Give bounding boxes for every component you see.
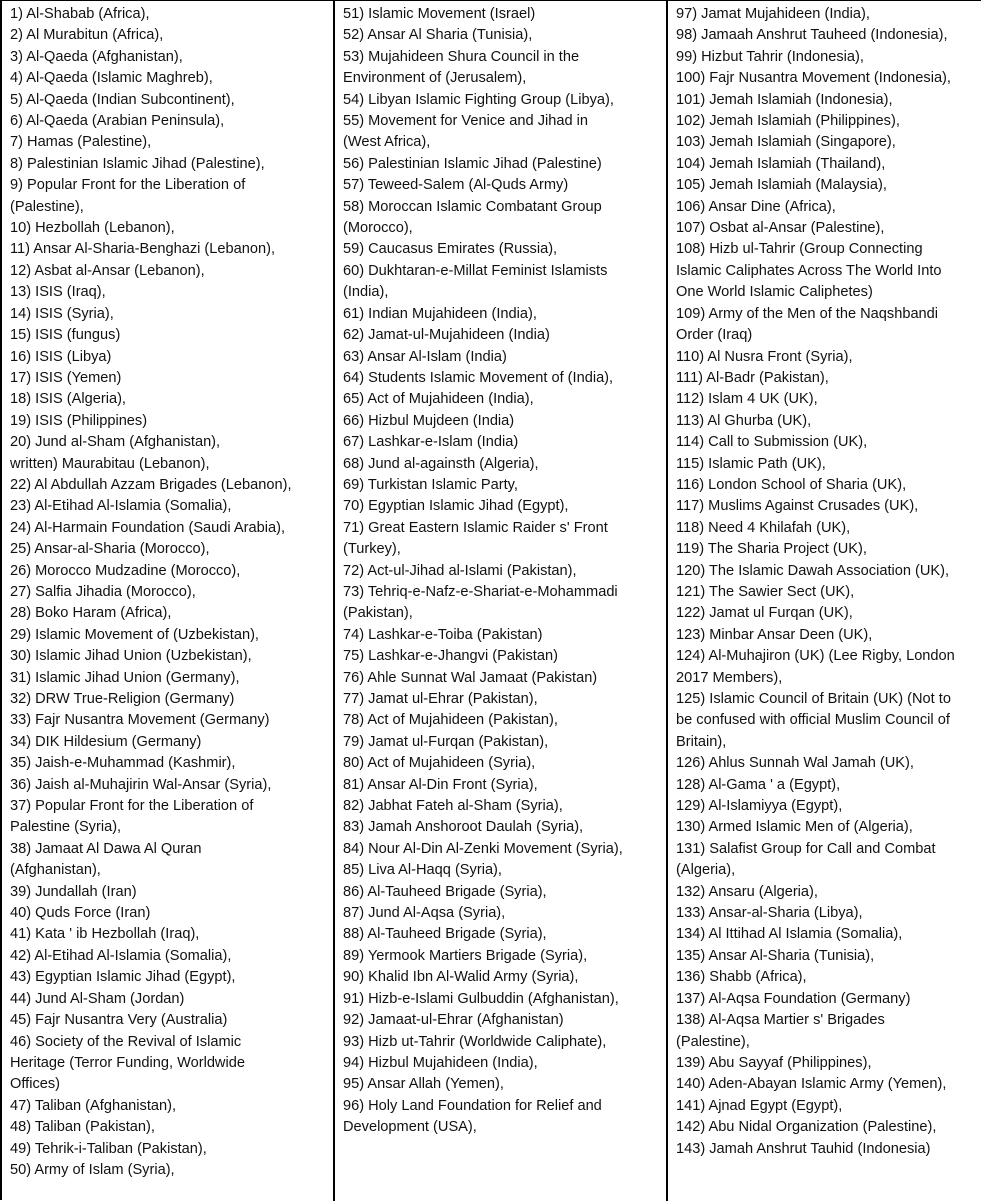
list-item: 32) DRW True-Religion (Germany) [10,691,235,707]
list-item: 75) Lashkar-e-Jhangvi (Pakistan) [343,648,558,665]
list-item: 85) Liva Al-Haqq (Syria), [343,862,502,879]
list-item: Order (Iraq) [676,327,753,344]
list-item: 66) Hizbul Mujdeen (India) [343,412,515,429]
list-item: 59) Caucasus Emirates (Russia), [343,241,558,258]
list-item: 57) Teweed-Salem (Al-Quds Army) [343,177,569,194]
list-item: 88) Al-Tauheed Brigade (Syria), [343,926,547,943]
list-item: 33) Fajr Nusantra Movement (Germany) [10,712,270,729]
list-item: 87) Jund Al-Aqsa (Syria), [343,905,506,922]
list-item: 50) Army of Islam (Syria), [10,1161,175,1178]
list-item: 94) Hizbul Mujahideen (India), [343,1054,538,1071]
list-item: 2017 Members), [676,669,783,686]
list-item: 105) Jemah Islamiah (Malaysia), [676,177,887,194]
list-item: Palestine (Syria), [10,819,122,836]
list-item: 51) Islamic Movement (Israel) [343,6,536,22]
list-item: 99) Hizbut Tahrir (Indonesia), [676,48,864,65]
list-item: 68) Jund al-againsth (Algeria), [343,455,539,472]
list-item: 48) Taliban (Pakistan), [10,1119,155,1136]
list-item: 67) Lashkar-e-Islam (India) [343,434,519,451]
list-item: 76) Ahle Sunnat Wal Jamaat (Pakistan) [343,669,598,686]
list-item: 62) Jamat-ul-Mujahideen (India) [343,327,550,344]
list-item: 35) Jaish-e-Muhammad (Kashmir), [10,755,236,772]
list-item: (Algeria), [676,862,736,879]
list-item: 138) Al-Aqsa Martier s' Brigades [676,1012,885,1029]
list-item: 93) Hizb ut-Tahrir (Worldwide Caliphate), [343,1033,607,1050]
list-item: 123) Minbar Ansar Deen (UK), [676,626,873,643]
list-item: Development (USA), [343,1119,477,1136]
list-item: 25) Ansar-al-Sharia (Morocco), [10,541,210,558]
list-item: Offices) [10,1076,61,1093]
list-item: 47) Taliban (Afghanistan), [10,1097,177,1114]
list-item: 43) Egyptian Islamic Jihad (Egypt), [10,969,236,986]
list-item: 53) Mujahideen Shura Council in the [343,48,580,65]
list-item: 55) Movement for Venice and Jihad in [343,113,588,130]
list-item: 54) Libyan Islamic Fighting Group (Libya), [343,91,614,108]
list-item: 13) ISIS (Iraq), [10,284,106,301]
list-item: 58) Moroccan Islamic Combatant Group [343,198,602,215]
list-item: 135) Ansar Al-Sharia (Tunisia), [676,947,875,964]
list-item: 60) Dukhtaran-e-Millat Feminist Islamists [343,262,608,279]
list-item: 97) Jamat Mujahideen (India), [676,6,870,22]
list-item: 71) Great Eastern Islamic Raider s' Front [343,519,608,536]
list-item: 74) Lashkar-e-Toiba (Pakistan) [343,626,543,643]
list-item: 79) Jamat ul-Furqan (Pakistan), [343,733,549,750]
list-item: 77) Jamat ul-Ehrar (Pakistan), [343,691,538,707]
list-item: 98) Jamaah Anshrut Tauheed (Indonesia), [676,27,948,44]
list-item: 10) Hezbollah (Lebanon), [10,220,175,237]
list-item: 52) Ansar Al Sharia (Tunisia), [343,27,533,44]
list-item: 63) Ansar Al-Islam (India) [343,348,507,365]
list-item: 118) Need 4 Khilafah (UK), [676,519,851,536]
list-item: 137) Al-Aqsa Foundation (Germany) [676,990,911,1007]
list-item: 111) Al-Badr (Pakistan), [676,369,829,386]
list-item: 91) Hizb-e-Islami Gulbuddin (Afghanistan), [343,990,619,1007]
list-item: 39) Jundallah (Iran) [10,883,137,900]
list-item: 42) Al-Etihad Al-Islamia (Somalia), [10,947,232,964]
list-item: 16) ISIS (Libya) [10,348,112,365]
list-item: 61) Indian Mujahideen (India), [343,305,537,322]
list-item: 122) Jamat ul Furqan (UK), [676,605,853,622]
column-2 [335,1,668,1201]
list-item: 73) Tehriq-e-Nafz-e-Shariat-e-Mohammadi [343,583,618,600]
list-item: 126) Ahlus Sunnah Wal Jamah (UK), [676,755,914,772]
list-item: 129) Al-Islamiyya (Egypt), [676,798,843,815]
list-item: (Morocco), [343,220,413,237]
list-item: 28) Boko Haram (Africa), [10,605,172,622]
list-item: One World Islamic Caliphetes) [676,284,873,301]
list-item: (India), [343,284,389,301]
list-item: 19) ISIS (Philippines) [10,412,148,429]
list-item: 84) Nour Al-Din Al-Zenki Movement (Syria), [343,840,623,857]
list-item: 15) ISIS (fungus) [10,327,121,344]
list-item: 128) Al-Gama ' a (Egypt), [676,776,841,793]
list-item: 141) Ajnad Egypt (Egypt), [676,1097,843,1114]
list-item: 112) Islam 4 UK (UK), [676,391,818,408]
list-item: 89) Yermook Martiers Brigade (Syria), [343,947,588,964]
list-item: 36) Jaish al-Muhajirin Wal-Ansar (Syria), [10,776,272,793]
list-item: 17) ISIS (Yemen) [10,369,122,386]
list-item: 130) Armed Islamic Men of (Algeria), [676,819,913,836]
list-item: 41) Kata ' ib Hezbollah (Iraq), [10,926,200,943]
list-item: 70) Egyptian Islamic Jihad (Egypt), [343,498,569,515]
list-item: 90) Khalid Ibn Al-Walid Army (Syria), [343,969,579,986]
list-item: 2) Al Murabitun (Africa), [10,27,164,44]
list-item: 37) Popular Front for the Liberation of [10,798,254,815]
list-item: written) Maurabitau (Lebanon), [10,455,210,472]
list-item: 56) Palestinian Islamic Jihad (Palestine) [343,155,602,172]
list-item: 143) Jamah Anshrut Tauhid (Indonesia) [676,1140,931,1157]
list-item: 121) The Sawier Sect (UK), [676,583,855,600]
list-item: 110) Al Nusra Front (Syria), [676,348,853,365]
list-item: 109) Army of the Men of the Naqshbandi [676,305,939,322]
list-item: (Palestine), [676,1033,750,1050]
list-item: 106) Ansar Dine (Africa), [676,198,836,215]
list-item: 142) Abu Nidal Organization (Palestine), [676,1119,937,1136]
column-3-list [676,1,981,1160]
list-item: 103) Jemah Islamiah (Singapore), [676,134,896,151]
list-item: 80) Act of Mujahideen (Syria), [343,755,536,772]
list-item: 29) Islamic Movement of (Uzbekistan), [10,626,259,643]
list-item: 3) Al-Qaeda (Afghanistan), [10,48,183,65]
list-item: 45) Fajr Nusantra Very (Australia) [10,1012,228,1029]
list-item: 78) Act of Mujahideen (Pakistan), [343,712,558,729]
list-item: 114) Call to Submission (UK), [676,434,868,451]
list-item: 117) Muslims Against Crusades (UK), [676,498,919,515]
list-item: 40) Quds Force (Iran) [10,905,151,922]
list-item: 131) Salafist Group for Call and Combat [676,840,936,857]
list-item: 23) Al-Etihad Al-Islamia (Somalia), [10,498,232,515]
list-item: 95) Ansar Allah (Yemen), [343,1076,504,1093]
list-item: 20) Jund al-Sham (Afghanistan), [10,434,221,451]
list-item: 5) Al-Qaeda (Indian Subcontinent), [10,91,235,108]
list-item: 102) Jemah Islamiah (Philippines), [676,113,900,130]
list-item: 96) Holy Land Foundation for Relief and [343,1097,602,1114]
list-item: 116) London School of Sharia (UK), [676,476,907,493]
list-item: 133) Ansar-al-Sharia (Libya), [676,905,863,922]
list-item: 82) Jabhat Fateh al-Sham (Syria), [343,798,563,815]
list-item: Environment of (Jerusalem), [343,70,527,87]
list-item: 44) Jund Al-Sham (Jordan) [10,990,185,1007]
list-item: 8) Palestinian Islamic Jihad (Palestine), [10,155,265,172]
list-item: 7) Hamas (Palestine), [10,134,152,151]
list-item: 4) Al-Qaeda (Islamic Maghreb), [10,70,213,87]
list-item: (Turkey), [343,541,401,558]
list-item: 27) Salfia Jihadia (Morocco), [10,583,196,600]
list-item: 65) Act of Mujahideen (India), [343,391,534,408]
list-item: (Afghanistan), [10,862,101,879]
list-item: (Palestine), [10,198,84,215]
list-item: 12) Asbat al-Ansar (Lebanon), [10,262,205,279]
list-item: 18) ISIS (Algeria), [10,391,126,408]
list-item: 72) Act-ul-Jihad al-Islami (Pakistan), [343,562,577,579]
list-item: 26) Morocco Mudzadine (Morocco), [10,562,241,579]
list-item: 107) Osbat al-Ansar (Palestine), [676,220,885,237]
list-item: 9) Popular Front for the Liberation of [10,177,246,194]
column-2-list [343,1,666,1139]
column-1-list [10,1,333,1181]
list-item: 64) Students Islamic Movement of (India), [343,369,614,386]
list-item: 1) Al-Shabab (Africa), [10,6,150,22]
list-item: 31) Islamic Jihad Union (Germany), [10,669,240,686]
list-item: 81) Ansar Al-Din Front (Syria), [343,776,538,793]
list-item: Britain), [676,733,727,750]
list-item: 101) Jemah Islamiah (Indonesia), [676,91,893,108]
list-item: 92) Jamaat-ul-Ehrar (Afghanistan) [343,1012,564,1029]
list-item: 134) Al Ittihad Al Islamia (Somalia), [676,926,903,943]
list-item: 34) DIK Hildesium (Germany) [10,733,202,750]
list-item: 22) Al Abdullah Azzam Brigades (Lebanon), [10,476,292,493]
list-item: 14) ISIS (Syria), [10,305,114,322]
list-item: 120) The Islamic Dawah Association (UK), [676,562,950,579]
list-item: (Pakistan), [343,605,413,622]
list-item: 119) The Sharia Project (UK), [676,541,867,558]
list-item: 49) Tehrik-i-Taliban (Pakistan), [10,1140,207,1157]
list-item: 113) Al Ghurba (UK), [676,412,812,429]
list-item: Heritage (Terror Funding, Worldwide [10,1054,245,1071]
column-1 [2,1,335,1201]
list-item: 125) Islamic Council of Britain (UK) (Not to [676,691,951,707]
list-item: 38) Jamaat Al Dawa Al Quran [10,840,202,857]
list-item: 132) Ansaru (Algeria), [676,883,818,900]
list-item: 69) Turkistan Islamic Party, [343,476,518,493]
list-item: (West Africa), [343,134,431,151]
list-item: 124) Al-Muhajiron (UK) (Lee Rigby, London [676,648,955,665]
list-item: 6) Al-Qaeda (Arabian Peninsula), [10,113,225,130]
list-item: 46) Society of the Revival of Islamic [10,1033,242,1050]
list-item: 140) Aden-Abayan Islamic Army (Yemen), [676,1076,947,1093]
list-item: 136) Shabb (Africa), [676,969,807,986]
list-item: be confused with official Muslim Council of [676,712,950,729]
list-item: 115) Islamic Path (UK), [676,455,826,472]
column-3 [668,1,981,1201]
list-item: 30) Islamic Jihad Union (Uzbekistan), [10,648,252,665]
list-item: 86) Al-Tauheed Brigade (Syria), [343,883,547,900]
list-item: 108) Hizb ul-Tahrir (Group Connecting [676,241,923,258]
list-item: 139) Abu Sayyaf (Philippines), [676,1054,872,1071]
list-item: 104) Jemah Islamiah (Thailand), [676,155,886,172]
list-item: 11) Ansar Al-Sharia-Benghazi (Lebanon), [10,241,276,258]
list-item: 100) Fajr Nusantra Movement (Indonesia), [676,70,951,87]
list-item: 24) Al-Harmain Foundation (Saudi Arabia), [10,519,285,536]
list-item: Islamic Caliphates Across The World Into [676,262,942,279]
list-item: 83) Jamah Anshoroot Daulah (Syria), [343,819,584,836]
